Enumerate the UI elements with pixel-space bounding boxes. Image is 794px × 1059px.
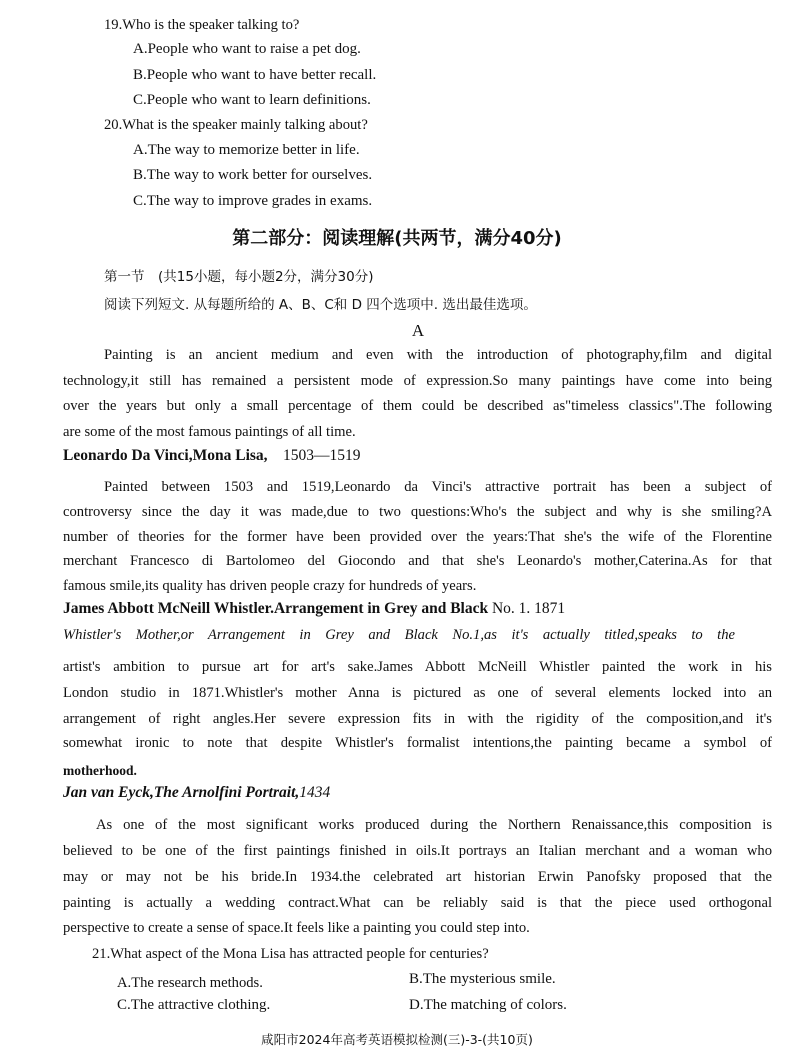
q20-option-b: B.The way to work better for ourselves. xyxy=(133,167,373,183)
q19-option-a: A.People who want to raise a pet dog. xyxy=(133,41,361,57)
p2-line-3: arrangement of right angles.Her severe expression fits in with the rigidity of the composition,and it's xyxy=(63,711,772,727)
painting-heading-mona-lisa xyxy=(63,447,361,465)
whistler-heading-rest: No. 1. 1871 xyxy=(491,600,566,617)
p1-line-5: famous smile,its quality has driven people crazy for hundreds of years. xyxy=(63,578,477,594)
painting-heading-arnolfini xyxy=(63,784,330,802)
q19-option-b: B.People who want to have better recall. xyxy=(133,67,377,83)
q20-option-a: A.The way to memorize better in life. xyxy=(133,142,360,158)
part2-title: 第二部分：阅读理解(共两节，满分40分) xyxy=(232,228,562,249)
p2-line-4: somewhat ironic to note that despite Whistler's formalist intentions,the painting became a symbol of xyxy=(63,735,772,751)
q20-option-c: C.The way to improve grades in exams. xyxy=(133,193,373,209)
q21-question: 21.What aspect of the Mona Lisa has attracted people for centuries? xyxy=(92,946,489,962)
section1-header: 第一节 (共15小题，每小题2分，满分30分) xyxy=(104,269,374,285)
p1-line-1: Painted between 1503 and 1519,Leonardo da Vinci's attractive portrait has been a subject of xyxy=(104,479,772,495)
intro-line-4: are some of the most famous paintings of all time. xyxy=(63,424,356,440)
p1-line-3: number of theories for the former have been provided over the years:That she's the wife of the Florentine xyxy=(63,529,772,545)
intro-line-2: technology,it still has remained a persistent mode of expression.So many paintings have come into being xyxy=(63,373,772,389)
painting-heading-whistler xyxy=(63,600,565,618)
q20-question: 20.What is the speaker mainly talking about? xyxy=(104,117,368,133)
p3-line-3: may or may not be his bride.In 1934.the celebrated art historian Erwin Panofsky proposed that the xyxy=(63,869,772,885)
instruction: 阅读下列短文. 从每题所给的 A、B、C和 D 四个选项中. 选出最佳选项。 xyxy=(104,297,537,313)
p3-line-2: believed to be one of the first paintings finished in oils.It portrays an Italian merchant and a woman who xyxy=(63,843,772,859)
mona-lisa-heading-bold: Leonardo Da Vinci,Mona Lisa, xyxy=(63,447,268,464)
intro-line-3: over the years but only a small percentage of them could be described as"timeless classics".The following xyxy=(63,398,772,414)
q19-question: 19.Who is the speaker talking to? xyxy=(104,17,300,33)
arnolfini-heading-text: Jan van Eyck,The Arnolfini Portrait, xyxy=(63,784,300,801)
arnolfini-heading-date: 1434 xyxy=(299,784,331,801)
page-footer: 咸阳市2024年高考英语模拟检测(三)-3-(共10页) xyxy=(261,1032,533,1047)
p2-line-5: motherhood. xyxy=(63,763,137,778)
q21-option-c: C.The attractive clothing. xyxy=(117,997,271,1013)
q21-option-d: D.The matching of colors. xyxy=(409,997,567,1013)
q21-option-b: B.The mysterious smile. xyxy=(409,971,556,987)
p3-line-1: As one of the most significant works produced during the Northern Renaissance,this composition is xyxy=(96,817,772,833)
whistler-heading-bold: James Abbott McNeill Whistler.Arrangement in Grey and Black xyxy=(63,600,489,617)
intro-line-1: Painting is an ancient medium and even with the introduction of photography,film and digital xyxy=(104,347,772,363)
p2-line-2: London studio in 1871.Whistler's mother Anna is pictured as one of several elements locked into an xyxy=(63,685,772,701)
passage-letter: A xyxy=(411,321,425,340)
q19-option-c: C.People who want to learn definitions. xyxy=(133,92,371,108)
p2-italic-line: Whistler's Mother,or Arrangement in Grey and Black No.1,as it's actually titled,speaks to the xyxy=(63,627,735,643)
p3-line-4: painting is actually a wedding contract.What can be reliably said is that the piece used orthogonal xyxy=(63,895,772,911)
mona-lisa-heading-date: 1503—1519 xyxy=(283,447,361,464)
p3-line-5: perspective to create a sense of space.It feels like a painting you could step into. xyxy=(63,920,530,936)
p1-line-4: merchant Francesco di Bartolomeo del Giocondo and that she's Leonardo's mother,Caterina.As for that xyxy=(63,553,772,569)
p1-line-2: controversy since the day it was made,due to two questions:Who's the subject and why is she smiling?A xyxy=(63,504,772,520)
p2-line-1: artist's ambition to pursue art for art's sake.James Abbott McNeill Whistler painted the work in his xyxy=(63,659,772,675)
q21-option-a: A.The research methods. xyxy=(117,975,263,991)
